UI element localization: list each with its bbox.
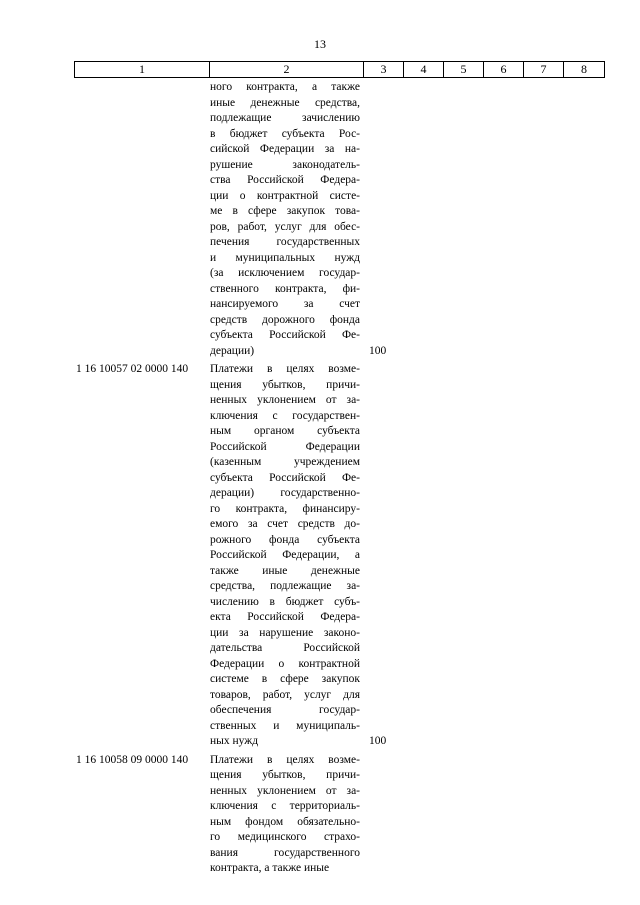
description-line: ненных уклонением от за- [210, 394, 360, 406]
description-line: ключения с территориаль- [210, 800, 360, 812]
description-line: подлежащие зачислению [210, 112, 360, 124]
row-value-col3: 100 [369, 344, 387, 357]
header-col-4: 4 [404, 62, 444, 78]
description-line: Российской Федерации, а [210, 549, 360, 561]
description-line: и муниципальных нужд [210, 251, 360, 264]
description-line: екта Российской Федера- [210, 611, 360, 623]
row-description [210, 753, 360, 877]
description-line: го медицинского страхо- [210, 831, 360, 843]
description-line: Российской Федерации [210, 440, 360, 453]
description-line: рушение законодатель- [210, 158, 360, 171]
header-col-7: 7 [524, 62, 564, 78]
description-line: обеспечения государ- [210, 704, 360, 716]
description-line: ного контракта, а также [210, 81, 360, 93]
header-col-3: 3 [364, 62, 404, 78]
description-line: емого за счет средств до- [210, 518, 360, 530]
description-line: числению в бюджет субъ- [210, 595, 360, 608]
description-line: также иные денежные [210, 564, 360, 577]
description-line: щения убытков, причи- [210, 769, 360, 781]
description-line: щения убытков, причи- [210, 378, 360, 391]
description-line: субъекта Российской Фе- [210, 329, 360, 341]
row-description [210, 362, 360, 750]
header-col-8: 8 [564, 62, 605, 78]
description-line: субъекта Российской Фе- [210, 471, 360, 484]
description-line: ных нужд [210, 735, 259, 747]
description-line: иные денежные средства, [210, 96, 360, 109]
description-line: ключения с государствен- [210, 409, 360, 422]
header-col-6: 6 [484, 62, 524, 78]
description-line: дательства Российской [210, 642, 360, 654]
description-line: средства, подлежащие за- [210, 580, 360, 592]
description-line: ственных и муниципаль- [210, 719, 360, 732]
row-value-col3: 100 [369, 735, 387, 747]
description-line: Платежи в целях возме- [210, 363, 360, 375]
page-number: 13 [314, 37, 326, 51]
description-line: ства Российской Федера- [210, 174, 360, 186]
description-line: ным органом субъекта [210, 425, 360, 437]
description-line: ме в сфере закупок това- [210, 205, 360, 217]
description-line: (за исключением государ- [210, 267, 360, 279]
description-line: (казенным учреждением [210, 456, 360, 468]
description-line: контракта, а также иные [210, 862, 330, 874]
description-line: ции о контрактной систе- [210, 189, 360, 202]
row-code: 1 16 10058 09 0000 140 [76, 753, 189, 766]
description-line: вания государственного [210, 846, 360, 859]
description-line: го контракта, финансиру- [210, 502, 360, 515]
description-line: печения государственных [210, 236, 360, 248]
description-line: Платежи в целях возме- [210, 753, 360, 766]
description-line: нансируемого за счет [210, 298, 360, 310]
description-line: ным фондом обязательно- [210, 815, 360, 828]
description-line: рожного фонда субъекта [210, 533, 360, 546]
description-line: дерации) [210, 344, 255, 357]
description-line: товаров, работ, услуг для [210, 688, 360, 701]
description-line: ров, работ, услуг для обес- [210, 220, 360, 233]
table-header [74, 61, 605, 78]
description-line: ненных уклонением от за- [210, 784, 360, 797]
row-description [210, 80, 360, 359]
description-line: дерации) государственно- [210, 487, 360, 499]
description-line: Федерации о контрактной [210, 657, 360, 670]
description-line: в бюджет субъекта Рос- [210, 127, 360, 140]
header-col-2: 2 [210, 62, 364, 78]
header-col-1: 1 [75, 62, 210, 78]
description-line: ции за нарушение законо- [210, 626, 360, 639]
row-code: 1 16 10057 02 0000 140 [76, 363, 189, 375]
description-line: сийской Федерации за на- [210, 143, 360, 155]
header-col-5: 5 [444, 62, 484, 78]
description-line: системе в сфере закупок [210, 673, 360, 685]
description-line: ственного контракта, фи- [210, 282, 360, 295]
description-line: средств дорожного фонда [210, 313, 360, 326]
